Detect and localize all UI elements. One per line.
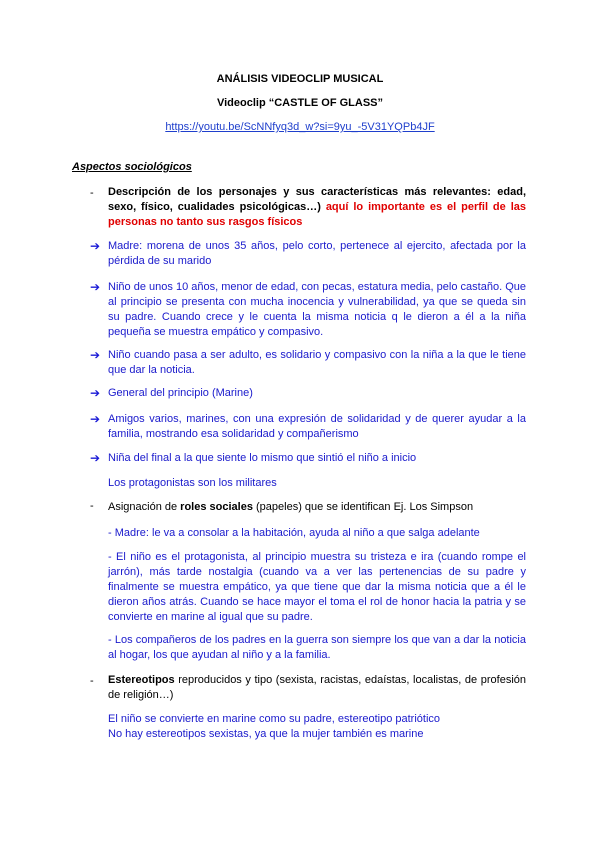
arrow-bullet-icon: ➔ <box>90 239 101 253</box>
arrow-item-mother: Madre: morena de unos 35 años, pelo corto, pertenece al ejercito, afectada por la pérdida de su marido <box>108 240 526 267</box>
item-roles <box>108 500 526 515</box>
youtube-link[interactable]: https://youtu.be/ScNNfyq3d_w?si=9yu_-5V31YQPb4JF <box>165 121 435 133</box>
dash-bullet: - <box>90 187 94 199</box>
item-description-bold: Descripción de los personajes y sus características más relevantes: edad, sexo, físico, cualidades psicológicas…) <box>108 186 526 213</box>
protagonists-note: Los protagonistas son los militares <box>108 477 277 489</box>
arrow-bullet-icon: ➔ <box>90 412 101 426</box>
item-roles-pre: Asignación de <box>108 501 181 513</box>
document-title: ANÁLISIS VIDEOCLIP MUSICAL <box>216 73 384 85</box>
item-description <box>108 185 526 230</box>
item-roles-post: (papeles) que se identifican Ej. Los Simpson <box>252 501 474 513</box>
stereotype-sexist: No hay estereotipos sexistas, ya que la mujer también es marine <box>108 728 424 740</box>
role-boy: - El niño es el protagonista, al principio muestra su tristeza e ira (cuando rompe el jarrón), más tarde nostalgia (cuando va a ver las pertenencias de su padre y finalmente se muestra empático, ya que tiene que dar la misma noticia que a él le dieron años atrás. Cuando se hace mayor el toma el rol de honor hacia la patria y se convierte en marine al igual que su padre. <box>108 551 526 623</box>
arrow-item-boy-adult: Niño cuando pasa a ser adulto, es solidario y compasivo con la niña a la que le tiene que dar la noticia. <box>108 349 526 376</box>
item-description-note: aquí lo importante es el perfil de las personas no tanto sus rasgos físicos <box>108 201 526 228</box>
item-stereotypes-post: reproducidos y tipo (sexista, racistas, edaístas, localistas, de profesión de religión…) <box>108 674 526 701</box>
arrow-item-boy: Niño de unos 10 años, menor de edad, con pecas, estatura media, pelo castaño. Que al principio se presenta con mucha inocencia y vulnerabilidad, ya que se queda sin su padre. Cuando crece y le cuenta la misma noticia q le dieron a él a la niña pequeña se muestra empático y compasivo. <box>108 281 526 338</box>
arrow-item-general: General del principio (Marine) <box>108 387 253 399</box>
stereotype-patriotic: El niño se convierte en marine como su padre, estereotipo patriótico <box>108 713 441 725</box>
arrow-bullet-icon: ➔ <box>90 451 101 465</box>
item-stereotypes-bold: Estereotipos <box>108 674 175 686</box>
dash-bullet: - <box>90 500 94 512</box>
document-subtitle: Videoclip “CASTLE OF GLASS” <box>216 97 384 109</box>
arrow-item-girl: Niña del final a la que siente lo mismo que sintió el niño a inicio <box>108 452 417 464</box>
section-heading: Aspectos sociológicos <box>72 161 192 173</box>
dash-bullet: - <box>90 675 94 687</box>
item-stereotypes <box>108 673 526 703</box>
arrow-bullet-icon: ➔ <box>90 280 101 294</box>
role-comrades: - Los compañeros de los padres en la guerra son siempre los que van a dar la noticia al hogar, los que ayudan al niño y a la familia. <box>108 634 526 661</box>
role-mother: - Madre: le va a consolar a la habitación, ayuda al niño a que salga adelante <box>108 527 480 539</box>
arrow-bullet-icon: ➔ <box>90 386 101 400</box>
arrow-item-friends: Amigos varios, marines, con una expresión de solidaridad y de querer ayudar a la familia, mostrando esa solidaridad y compañerismo <box>108 413 526 440</box>
item-roles-bold: roles sociales <box>180 501 253 513</box>
arrow-bullet-icon: ➔ <box>90 348 101 362</box>
